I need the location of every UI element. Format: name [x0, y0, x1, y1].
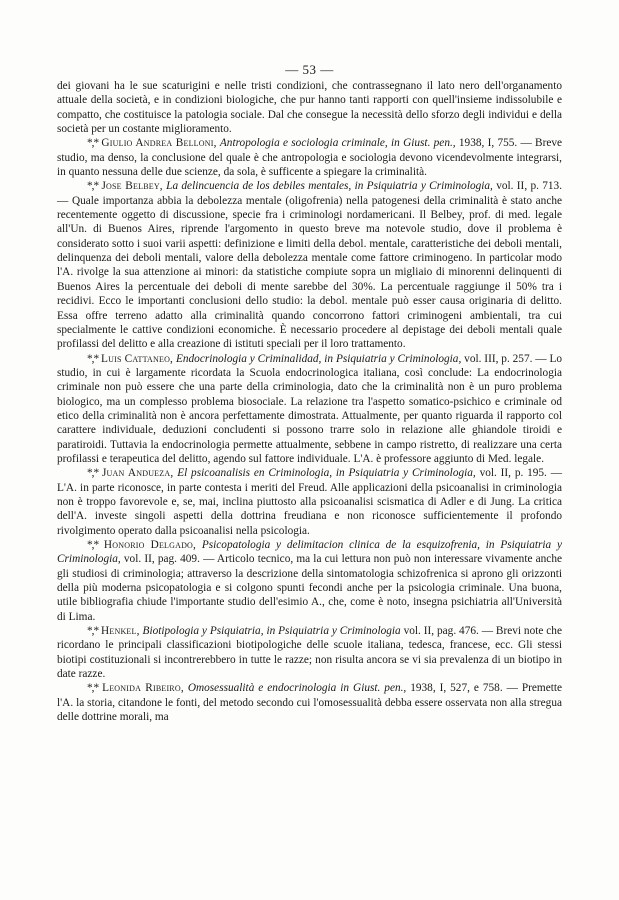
entry-source: in Psiquiatria y Criminologia — [266, 625, 401, 638]
entry-author: Honorio Delgado, — [103, 539, 197, 551]
entry-belbey — [57, 179, 562, 351]
asterism-mark: *,* — [87, 137, 99, 150]
entry-text: vol. II, pag. 476. — Brevi note che ricordano le principali classificazioni biotipologiche delle scuole italiana, tedesca, francese, ecc. Gli stessi biotipi costituzionali si incontrerebbero in tutte le razze; non risulta ancora se vi sia prevalenza di un biotipo in date razze. — [57, 625, 562, 681]
entry-title: Antropologia e sociologia criminale, — [219, 137, 388, 150]
entry-source: in Giust. pen., — [340, 682, 407, 695]
page-body — [57, 79, 562, 724]
asterism-mark: *,* — [87, 467, 99, 480]
entry-source: in Psiquiatria y Criminologia, — [354, 180, 493, 193]
entry-author: Juan Andueza, — [101, 467, 174, 480]
asterism-mark: *,* — [87, 539, 99, 551]
entry-title: Endocrinologia y Criminalidad, — [175, 352, 322, 365]
entry-andueza — [57, 466, 562, 538]
asterism-mark: *,* — [87, 180, 99, 193]
entry-title: Omosessualità e endocrinologia — [187, 682, 337, 695]
entry-cattaneo — [57, 352, 562, 467]
entry-text: vol. III, p. 257. — Lo studio, in cui è largamente ricordata la Scuola endocrinologica italiana, così conclude: La endocrinologia criminale non può essere che una parte della criminologia, dato che la criminalità non è un puro problema biologico, ma un complesso problema biosociale. La relazione tra l'aspetto somatico-psichico e criminale od etico della criminalità non è ancora perfettamente dimostrata. Attualmente, per quanto riguarda il rapporto col carattere individuale, deduzioni concludenti si possono trarre solo in relazione alle ghiandole tiroidi e paratiroidi. Tuttavia la endocrinologia permette attualmente, sebbene in campo ristretto, di realizzare una certa profilassi e terapeutica del delitto, agendo sul fattore individuale. L'A. è professore aggiunto di Med. legale. — [57, 352, 563, 465]
entry-ribeiro — [57, 681, 562, 724]
entry-author: Jose Belbey, — [101, 180, 163, 193]
entry-delgado — [57, 538, 562, 624]
entry-text: vol. II, p. 713. — Quale importanza abbia la debolezza mentale (oligofrenia) nella patogenesi della criminalità è stato anche recentemente oggetto di discussione, specie fra i criminologi nordamericani. Il Belbey, prof. di med. legale all'Un. di Buenos Aires, riprende l'argomento in questo breve ma notevole studio, dove il problema è considerato sotto i suoi varii aspetti: definizione e limiti della debol. mentale, caratteristiche dei deboli mentali, delinquenza dei deboli mentali, valore della debolezza mentale come fattore criminogeno. In particolar modo l'A. rivolge la sua attenzione ai minori: da statistiche compiute sopra un migliaio di minorenni delinquenti di Buenos Aires la percentuale dei deboli di mente sarebbe del 30%. La percentuale raggiunge il 50% tra i recidivi. Ecco le importanti conclusioni dello studio: la debol. mentale può esser causa originaria di delitto. Essa offre terreno adatto alla criminalità quando concorrono fattori criminogeni ambientali, tra cui specialmente le cattive condizioni economiche. È necessario procedere al depistage dei deboli mentali quale profilassi del delitto e alla creazione di istituti speciali per il loro trattamento. — [57, 180, 563, 351]
entry-text: vol. II, p. 195. — L'A. in parte riconosce, in parte contesta i meriti del Freud. Alle applicazioni della psicoanalisi in criminologia non è troppo favorevole e, se, mai, inclina piuttosto alla psicoanalisi scismatica di Adler e di Jung. La critica dell'A. investe singoli aspetti della dottrina freudiana e non riconosce sufficientemente il profondo rivolgimento operato dalla psicoanalisi nella psicologia. — [57, 467, 563, 537]
entry-text: 1938, I, 755. — Breve studio, ma denso, la conclusione del quale è che antropologia e sociologia devono vicendevolmente integrarsi, in quanto nessuna delle due scienze, da sola, è sufficente a spiegare la criminalità. — [57, 137, 563, 179]
asterism-mark: *,* — [87, 352, 99, 365]
entry-source: in Giust. pen., — [391, 137, 456, 150]
entry-author: Luis Cattaneo, — [101, 352, 174, 365]
entry-belloni — [57, 136, 562, 179]
entry-title: La delincuencia de los debiles mentales, — [166, 180, 352, 193]
entry-title: Biotipologia y Psiquiatria, — [142, 625, 264, 638]
entry-source: in Psiquiatria y Criminologia, — [324, 352, 462, 365]
entry-title: Psicopatologia y delimitacion clinica de la esquizofrenia, — [201, 539, 480, 551]
entry-author: Giulio Andrea Belloni, — [101, 137, 217, 150]
entry-henkel — [57, 624, 562, 681]
entry-author: Henkel, — [101, 625, 140, 638]
entry-author: Leonida Ribeiro, — [102, 682, 184, 695]
entry-source: in Psiquiatria y Criminologia, — [335, 467, 476, 480]
asterism-mark: *,* — [87, 625, 99, 638]
asterism-mark: *,* — [87, 682, 99, 695]
entry-text: vol. II, pag. 409. — Articolo tecnico, ma la cui lettura non può non interessare vivamente anche gli studiosi di criminologia; attraverso la descrizione della sintomatologia schizofrenica si aprono gli orizzonti della più moderna psicopatologia e si colgono spunti fecondi anche per la psicologia criminale. Una buona, utile bibliografia chiude l'importante studio dell'esimio A., che, come è noto, insegna psichiatria all'Università di Lima. — [57, 553, 562, 623]
entry-text: 1938, I, 527, e 758. — Premette l'A. la storia, citandone le fonti, del metodo secondo cui l'omosessualità debba essere osservata non alla stregua delle dottrine morali, ma — [57, 682, 563, 724]
page-number: — 53 — — [285, 62, 334, 77]
intro-paragraph: dei giovani ha le sue scaturigini e nelle tristi condizioni, che contrassegnano il lato nero dell'organamento attuale della società, e in condizioni biologiche, che pur hanno tanti rapporti con quell'insieme indissolubile e compatto, che costituisce la patologia sociale. Dal che consegue la necessità dello sforzo degli individui e della società per un costante miglioramento. — [57, 80, 562, 136]
entry-source: in Psiquiatria y Criminologia, — [57, 539, 562, 566]
entry-title: El psicoanalisis en Criminologia, — [177, 467, 333, 480]
